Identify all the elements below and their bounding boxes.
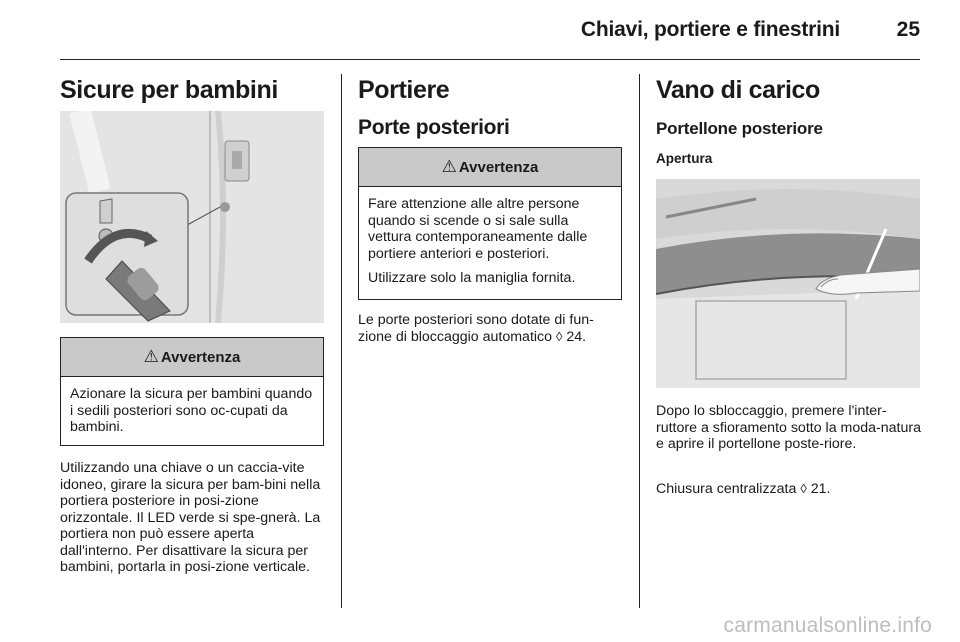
warning-body [61,377,323,450]
column-2 [358,74,622,142]
subheading-tailgate: Portellone posteriore [656,119,823,138]
warning-header [61,338,323,377]
warning-box-rear-doors [358,147,622,300]
column-divider-1 [341,74,342,608]
section-heading-cargo: Vano di carico [656,76,820,104]
column-divider-2 [639,74,640,608]
warning-label: Avvertenza [160,348,241,366]
rear-doors-text: Le porte posteriori sono dotate di fun-zione di bloccaggio automatico [358,312,594,345]
section-heading-doors: Portiere [358,76,450,104]
warning-text-1: Fare attenzione alle altre persone quando si scende o si sale sulla vettura contemporaneamente dalle portiere anteriori e posteriori. [368,196,588,262]
section-heading-child-locks: Sicure per bambini [60,76,278,104]
child-lock-drawing [60,111,324,323]
tailgate-drawing [656,179,920,388]
tailgate-illustration [656,179,920,388]
warning-triangle-icon: ⚠ [143,347,159,366]
warning-text-2: Utilizzare solo la maniglia fornita. [368,270,576,286]
column-1 [60,74,324,106]
running-header-title: Chiavi, portiere e finestrini [580,18,840,41]
subheading-rear-doors: Porte posteriori [358,116,510,139]
tailgate-opening-instructions: Dopo lo sbloccaggio, premere l'inter-ruttore a sfioramento sotto la moda-natura e aprire il portellone poste-riore. [656,403,921,452]
central-locking-reference [656,481,924,498]
warning-label: Avvertenza [458,158,539,176]
child-lock-instructions: Utilizzando una chiave o un caccia-vite idoneo, girare la sicura per bam-bini nella portiera posteriore in posi-zione orizzontale. Il LED verde si spe-gnerà. La portiera non può essere aperta dall'interno. Per disattivare la sicura per bambini, portarla in posi-zione verticale. [60,460,321,575]
rear-doors-paragraph [358,312,626,345]
warning-box-child-locks [60,337,324,446]
column-3 [656,74,920,168]
warning-body [359,187,621,301]
reference-arrow-icon: ◊ [555,328,563,344]
page-reference-link[interactable]: 24. [566,328,587,345]
warning-text: Azionare la sicura per bambini quando i sedili posteriori sono oc-cupati da bambini. [70,386,313,435]
watermark: carmanualsonline.info [723,614,932,637]
page-number: 25 [896,18,920,41]
reference-arrow-icon: ◊ [800,481,807,496]
warning-triangle-icon: ⚠ [441,157,457,176]
header-rule [60,59,920,60]
child-lock-illustration [60,111,324,323]
central-locking-text: Chiusura centralizzata [656,481,797,497]
subheading-opening: Apertura [656,151,713,166]
warning-header [359,148,621,187]
page-reference-link[interactable]: 21. [810,481,831,497]
